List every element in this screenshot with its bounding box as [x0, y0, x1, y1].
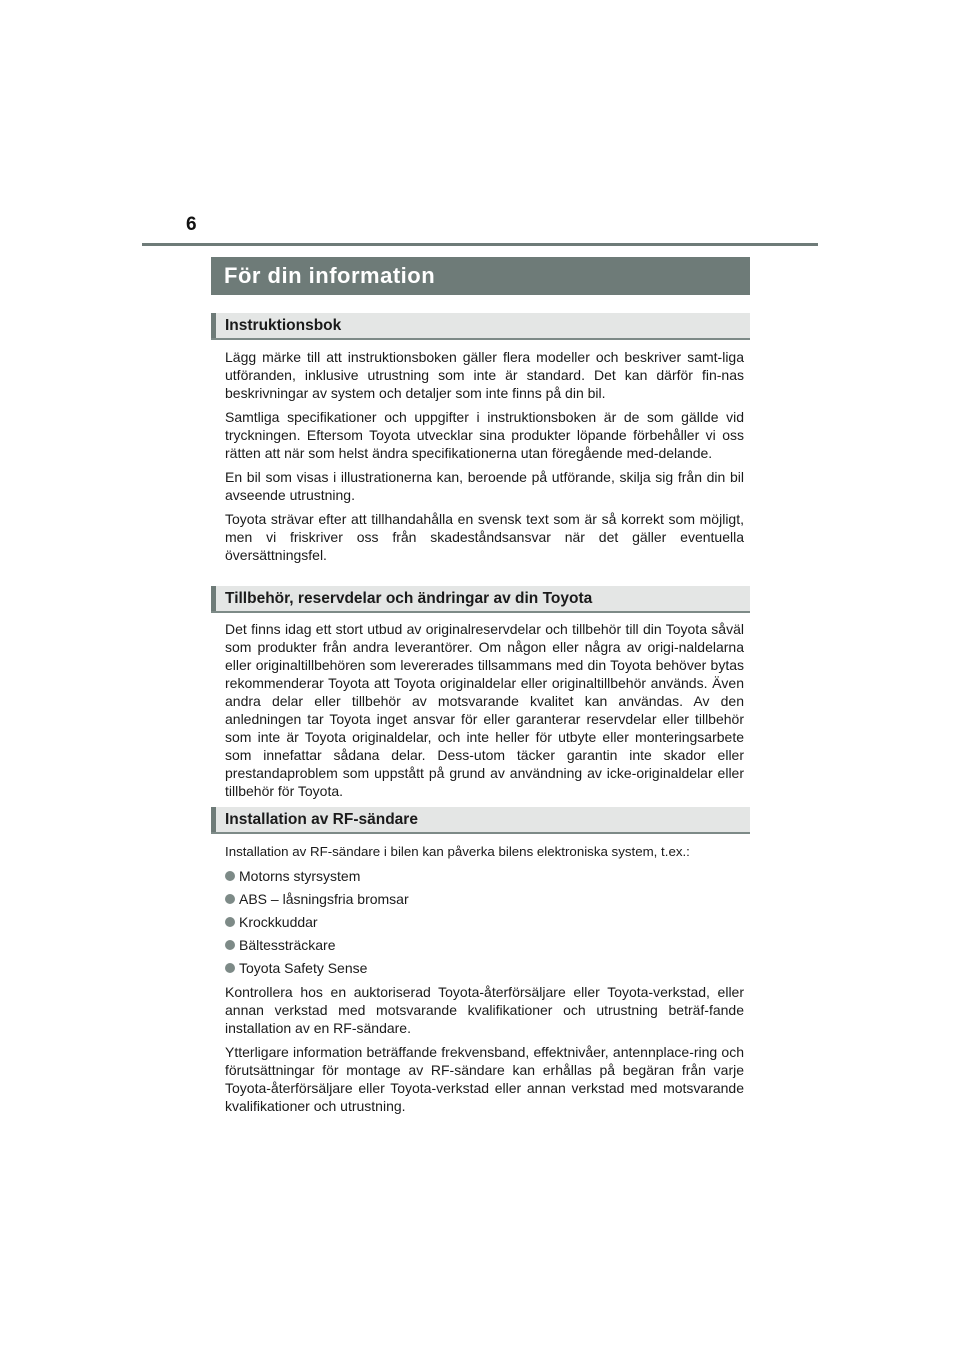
section-title: Installation av RF-sändare	[225, 811, 418, 828]
main-title-bar	[211, 257, 750, 295]
page-title: För din information	[224, 263, 436, 288]
list-item	[225, 959, 744, 977]
bullet-icon	[225, 894, 235, 904]
paragraph: Samtliga specifikationer och uppgifter i instruktionsboken är de som gällde vid tryckningen. Eftersom Toyota utvecklar sina produkter löpande förbehåller vi oss rätten att när som helst ändra specifikationerna utan föregående med-delande.	[225, 409, 744, 461]
list-item-label: Bältessträckare	[239, 937, 336, 953]
section-body-instruktionsbok	[225, 348, 744, 570]
paragraph: En bil som visas i illustrationerna kan, beroende på utförande, skilja sig från din bil avseende utrustning.	[225, 469, 744, 503]
list-item-label: Motorns styrsystem	[239, 868, 361, 884]
paragraph: Toyota strävar efter att tillhandahålla en svensk text som är så korrekt som möjligt, men vi friskriver oss från skadeståndsansvar när det gäller eventuella översättningsfel.	[225, 511, 744, 563]
bullet-icon	[225, 917, 235, 927]
section-heading-tillbehor	[211, 586, 750, 613]
paragraph: Lägg märke till att instruktionsboken gäller flera modeller och beskriver samt-liga utföranden, inklusive utrustning som inte är standard. Det kan därför fin-nas beskrivningar av system och detaljer som inte finns på din bil.	[225, 349, 744, 401]
section-heading-instruktionsbok	[211, 313, 750, 340]
bullet-icon	[225, 940, 235, 950]
section-title: Instruktionsbok	[225, 317, 342, 334]
list-item	[225, 867, 744, 885]
intro-text: Installation av RF-sändare i bilen kan påverka bilens elektroniska system, t.ex.:	[225, 844, 690, 859]
section-title: Tillbehör, reservdelar och ändringar av din Toyota	[225, 590, 593, 607]
list-item-label: ABS – låsningsfria bromsar	[239, 891, 409, 907]
section-heading-rf-sandare	[211, 807, 750, 834]
paragraph: Ytterligare information beträffande frekvensband, effektnivåer, antennplace-ring och förutsättningar för montage av RF-sändare kan erhållas på begäran från varje Toyota-återförsäljare eller Toyota-verkstad eller annan verkstad med motsvarande kvalifikationer och utrustning.	[225, 1044, 744, 1114]
paragraph: Det finns idag ett stort utbud av originalreservdelar och tillbehör till din Toyota såväl som produkter från andra leverantörer. Om någon eller några av origi-naldelarna eller originaltillbehören som levererades tillsammans med din Toyota behöver bytas rekommenderar Toyota att Toyota originaldelar eller originaltillbehör används. Även andra delar eller tillbehör av motsvarande kvalitet kan användas. Av den anledningen tar Toyota inget ansvar för eller garanterar reservdelar eller tillbehör som inte är Toyota originaldelar, och inte heller för utbyte eller monteringsarbete som innefattar sådana delar. Dess-utom täcker garantin inte skador eller prestandaproblem som uppstått på grund av användning av icke-originaldelar eller tillbehör för Toyota.	[225, 621, 744, 799]
list-item	[225, 936, 744, 954]
list-item	[225, 890, 744, 908]
header-rule	[142, 243, 818, 246]
list-item-label: Toyota Safety Sense	[239, 960, 368, 976]
section-body-tillbehor	[225, 620, 744, 806]
list-item-label: Krockkuddar	[239, 914, 318, 930]
page-number: 6	[186, 214, 197, 235]
section-body-rf-sandare	[225, 843, 744, 1121]
list-item	[225, 913, 744, 931]
bullet-list	[225, 867, 744, 977]
bullet-icon	[225, 963, 235, 973]
paragraph: Kontrollera hos en auktoriserad Toyota-återförsäljare eller Toyota-verkstad, eller annan verkstad med motsvarande kvalifikationer och utrustning beträf-fande installation av en RF-sändare.	[225, 984, 744, 1036]
bullet-icon	[225, 871, 235, 881]
